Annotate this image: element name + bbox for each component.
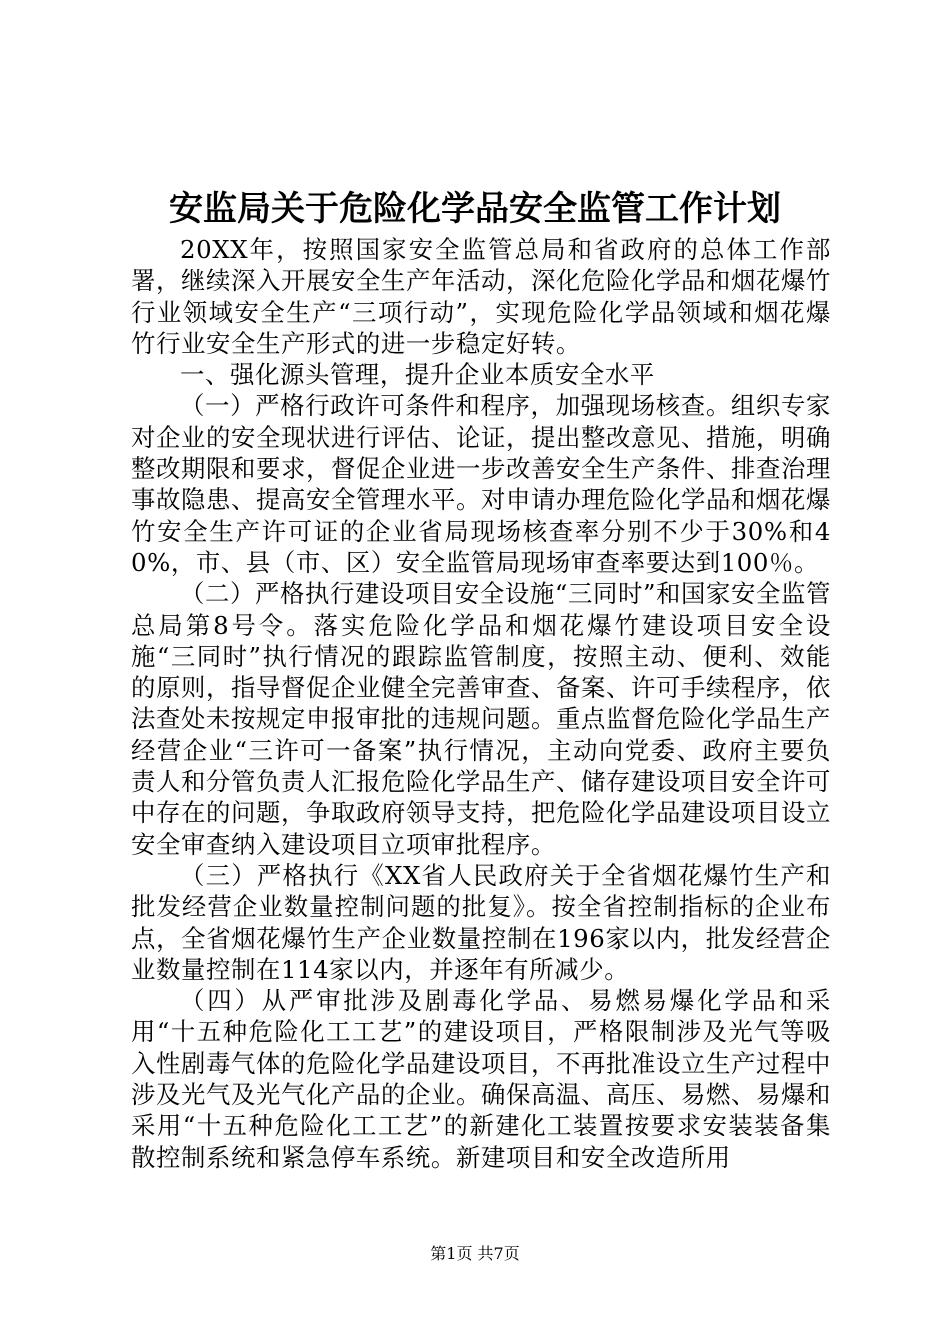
paragraph-item-2: （二）严格执行建设项目安全设施“三同时”和国家安全监管总局第8号令。落实危险化学品和烟花爆竹建设项目安全设施“三同时”执行情况的跟踪监管制度，按照主动、便利、效能的原则，指导督促企业健全完善审查、备案、许可手续程序，依法查处未按规定申报审批的违规问题。重点监督危险化学品生产经营企业“三许可一备案”执行情况，主动向党委、政府主要负责人和分管负责人汇报危险化学品生产、储存建设项目安全许可中存在的问题，争取政府领导支持，把危险化学品建设项目设立安全审查纳入建设项目立项审批程序。 xyxy=(131,579,831,859)
section-heading-1: 一、强化源头管理，提升企业本质安全水平 xyxy=(180,360,655,390)
document-body xyxy=(131,234,831,1173)
page-number-footer: 第1页 共7页 xyxy=(430,1244,520,1263)
paragraph-item-1: （一）严格行政许可条件和程序，加强现场核查。组织专家对企业的安全现状进行评估、论证，提出整改意见、措施，明确整改期限和要求，督促企业进一步改善安全生产条件、排查治理事故隐患、提高安全管理水平。对申请办理危险化学品和烟花爆竹安全生产许可证的企业省局现场核查率分别不少于30%和40%，市、县（市、区）安全监管局现场审查率要达到100％。 xyxy=(131,391,831,577)
paragraph-item-3: （三）严格执行《XX省人民政府关于全省烟花爆竹生产和批发经营企业数量控制问题的批复》。按全省控制指标的企业布点，全省烟花爆竹生产企业数量控制在196家以内，批发经营企业数量控制在114家以内，并逐年有所减少。 xyxy=(131,860,831,984)
paragraph-intro: 20XX年，按照国家安全监管总局和省政府的总体工作部署，继续深入开展安全生产年活动，深化危险化学品和烟花爆竹行业领域安全生产“三项行动”，实现危险化学品领域和烟花爆竹行业安全生产形式的进一步稳定好转。 xyxy=(131,235,831,358)
document-title: 安监局关于危险化学品安全监管工作计划 xyxy=(169,189,781,229)
paragraph-item-4: （四）从严审批涉及剧毒化学品、易燃易爆化学品和采用“十五种危险化工工艺”的建设项目，严格限制涉及光气等吸入性剧毒气体的危险化学品建设项目，不再批准设立生产过程中涉及光气及光气化产品的企业。确保高温、高压、易燃、易爆和采用“十五种危险化工工艺”的新建化工装置按要求安装装备集散控制系统和紧急停车系统。新建项目和安全改造所用 xyxy=(131,986,831,1172)
